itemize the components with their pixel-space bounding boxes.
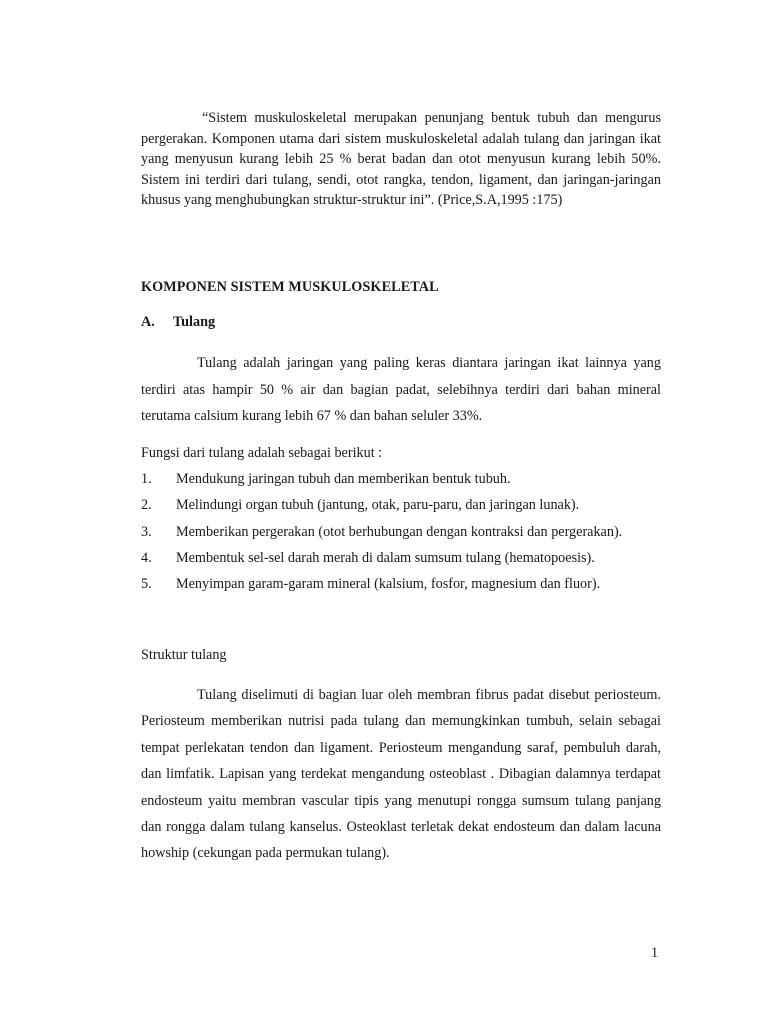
page-number: 1 (651, 945, 659, 961)
list-item-number: 3. (141, 523, 152, 540)
list-item-text: Melindungi organ tubuh (jantung, otak, paru-paru, dan jaringan lunak). (176, 497, 580, 514)
list-item-text: Menyimpan garam-garam mineral (kalsium, fosfor, magnesium dan fluor). (176, 576, 601, 593)
quote-text: “Sistem muskuloskeletal merupakan penunjang bentuk tubuh dan mengurus pergerakan. Komponen utama dari sistem muskuloskeletal adalah tulang dan jaringan ikat yang menyusun kurang lebih 25 % berat badan dan otot menyusun kurang lebih 50%. Sistem ini terdiri dari tulang, sendi, otot rangka, tendon, ligament, dan jaringan-jaringan khusus yang menghubungkan struktur-struktur ini”. (141, 110, 661, 208)
list-item-text: Mendukung jaringan tubuh dan memberikan bentuk tubuh. (176, 471, 511, 487)
list-item-text: Membentuk sel-sel darah merah di dalam sumsum tulang (hematopoesis). (176, 549, 595, 566)
list-item-text: Memberikan pergerakan (otot berhubungan dengan kontraksi dan pergerakan). (176, 523, 623, 540)
list-item-number: 4. (141, 549, 152, 566)
list-item-number: 1. (141, 471, 152, 487)
subsection-letter: A. (141, 314, 155, 330)
list-item (141, 495, 681, 521)
struktur-paragraph: Tulang diselimuti di bagian luar oleh membran fibrus padat disebut periosteum. Periosteum memberikan nutrisi pada tulang dan memungkinkan tumbuh, selain sebagai tempat perlekatan tendon dan ligament. Periosteum mengandung saraf, pembuluh darah, dan limfatik. Lapisan yang terdekat mengandung osteoblast . Dibagian dalamnya terdapat endosteum yaitu membran vascular tipis yang menutupi rongga sumsum tulang panjang dan rongga dalam tulang kanselus. Osteoklast terletak dekat endosteum dan dalam lacuna howship (cekungan pada permukan tulang). (141, 687, 661, 862)
quote-paragraph (141, 108, 661, 211)
list-item (141, 522, 681, 548)
tulang-paragraph: Tulang adalah jaringan yang paling keras diantara jaringan ikat lainnya yang terdiri atas hampir 50 % air dan bagian padat, selebihnya terdiri dari bahan mineral terutama calsium kurang lebih 67 % dan bahan seluler 33%. (141, 355, 661, 424)
section-title: KOMPONEN SISTEM MUSKULOSKELETAL (141, 279, 439, 295)
subsection-heading (141, 314, 661, 331)
quote-citation: (Price,S.A,1995 :175) (437, 192, 563, 208)
fungsi-intro: Fungsi dari tulang adalah sebagai berikut : (141, 445, 383, 461)
list-item-number: 5. (141, 576, 152, 593)
struktur-heading: Struktur tulang (141, 647, 227, 663)
fungsi-list (141, 469, 681, 600)
list-item (141, 469, 681, 495)
list-item-number: 2. (141, 497, 152, 514)
list-item (141, 548, 681, 574)
subsection-title: Tulang (173, 314, 216, 330)
list-item (141, 574, 681, 600)
